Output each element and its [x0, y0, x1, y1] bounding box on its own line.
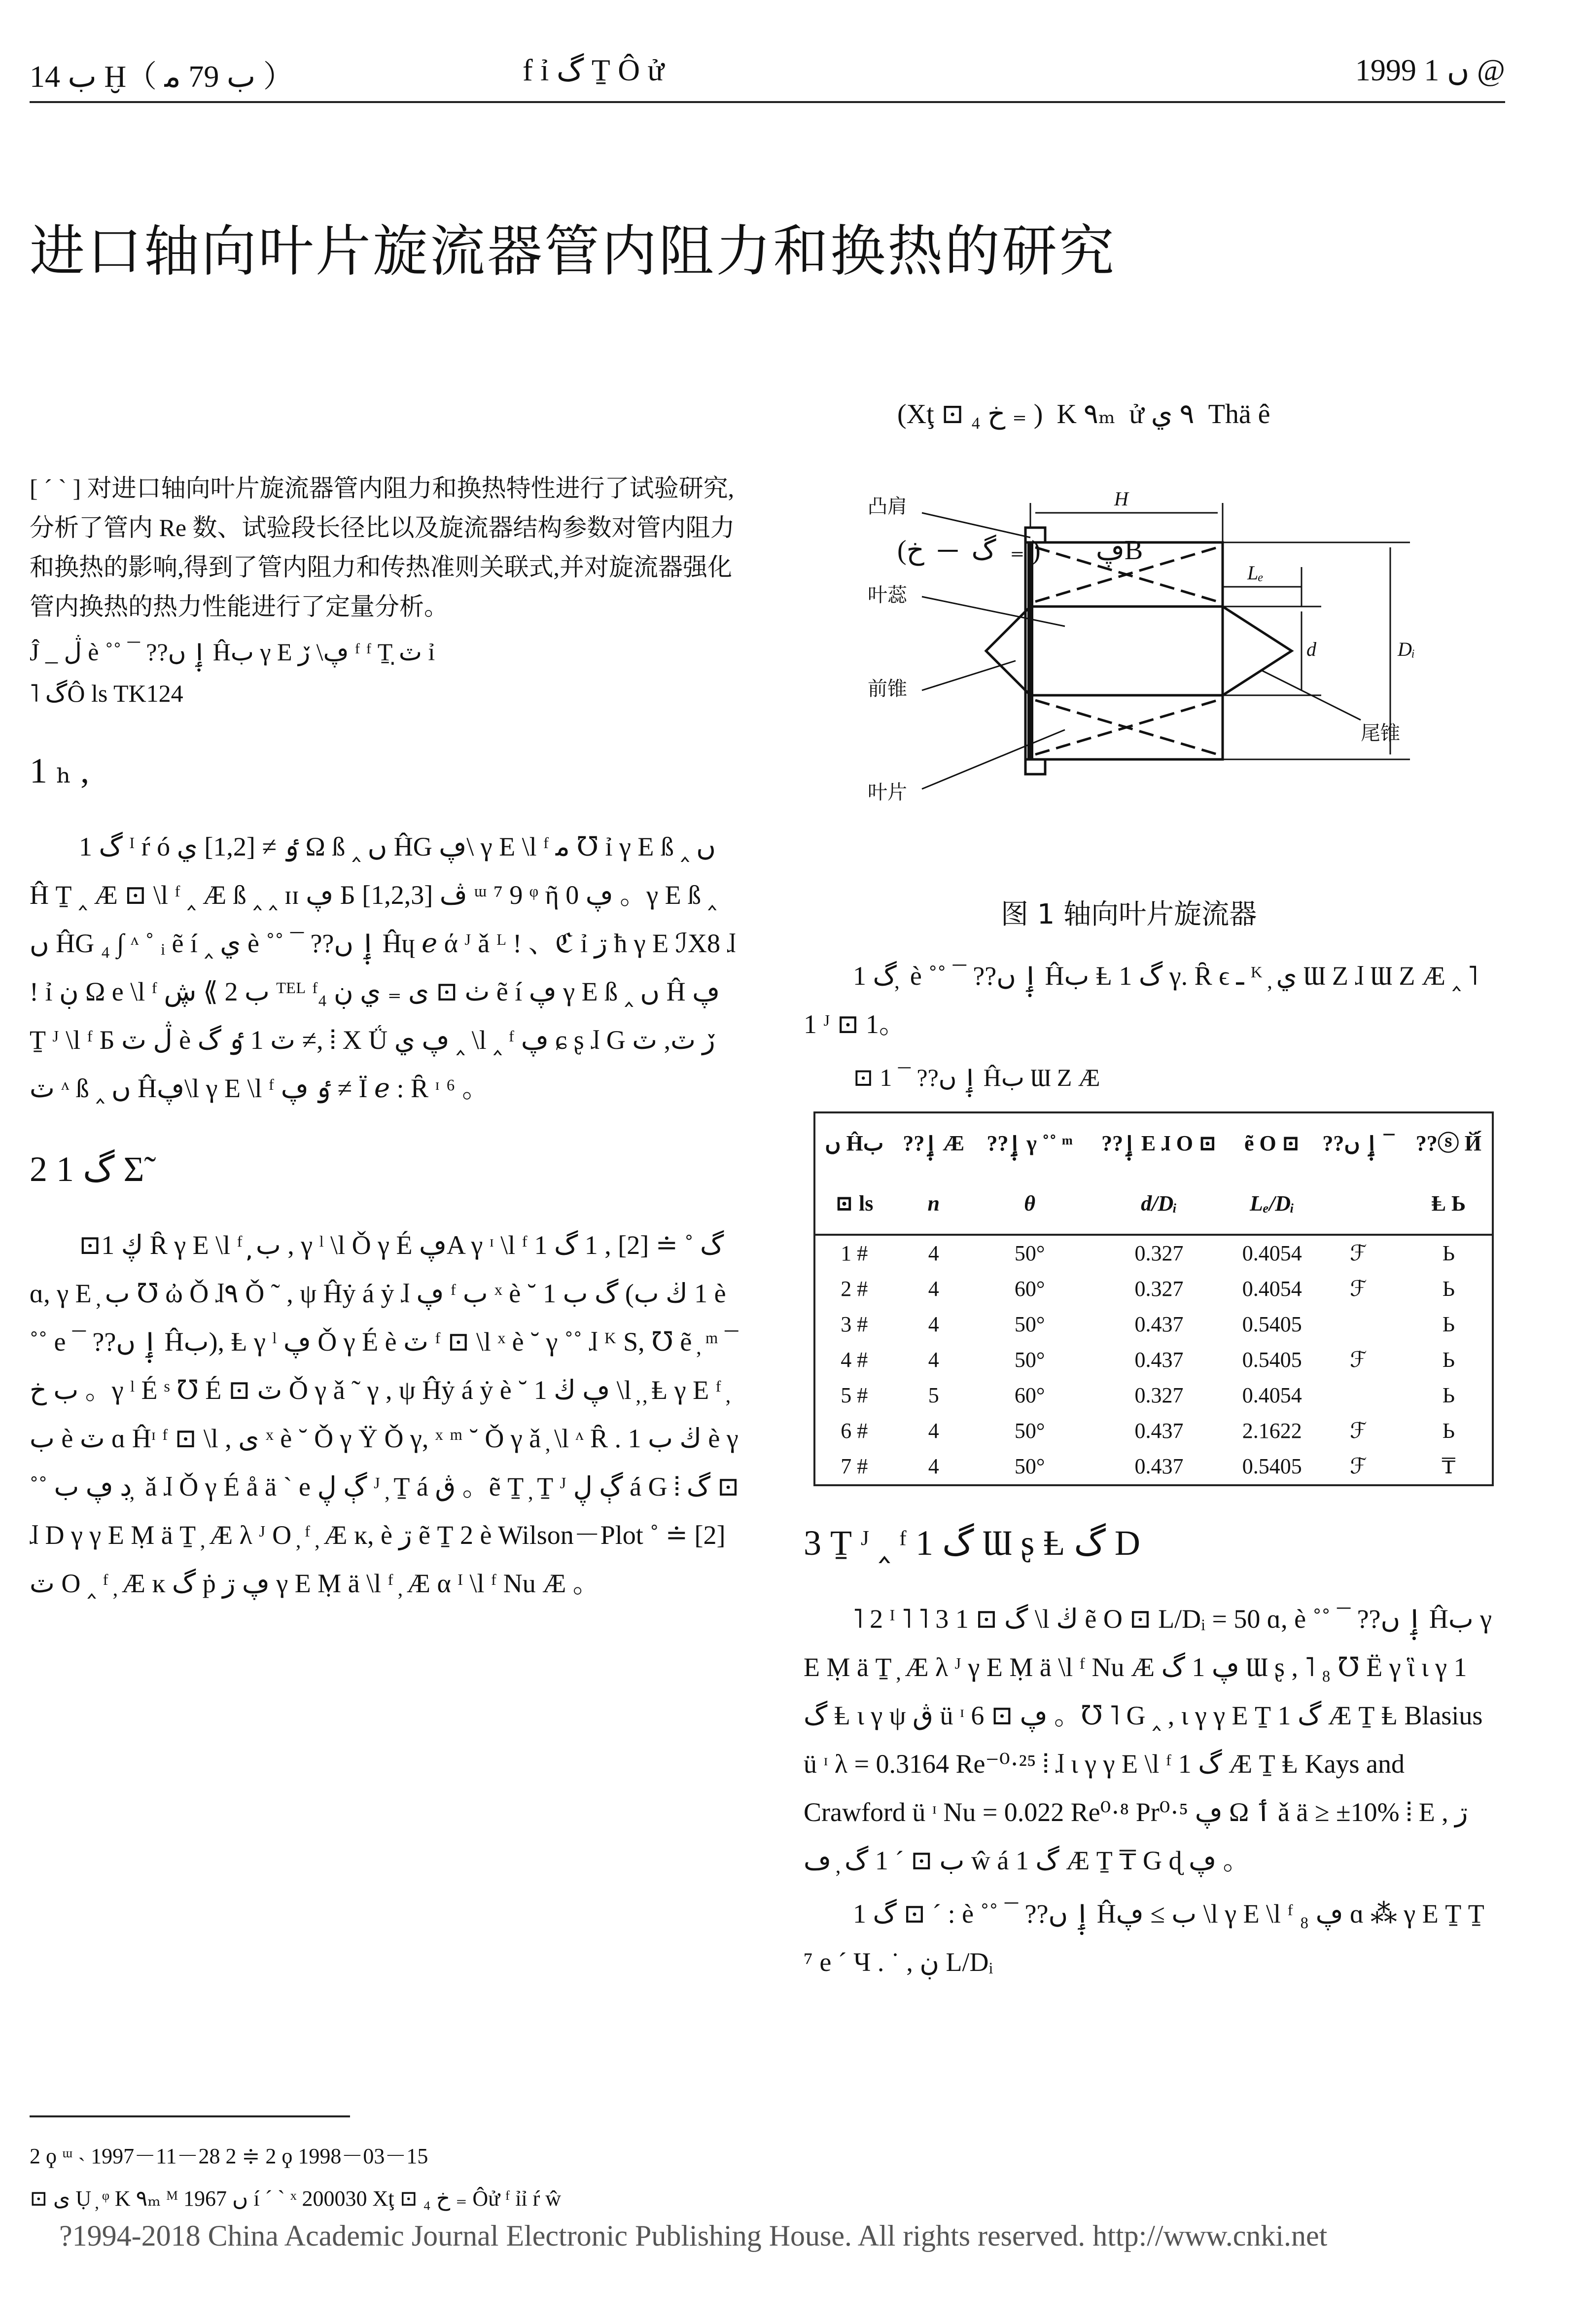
front-cone: [986, 607, 1030, 695]
table-cell: 0.5405: [1242, 1312, 1302, 1336]
label-core: 叶蕊: [868, 584, 907, 607]
keywords: [30, 631, 739, 714]
abstract: [30, 468, 739, 626]
table-cell: 5: [928, 1383, 939, 1407]
table-cell: 0.4054: [1242, 1241, 1302, 1265]
label-tail-cone: 尾锥: [1361, 722, 1400, 745]
table-header-cell: ??ⓢ Й́: [1415, 1131, 1481, 1155]
table-cell: 0.4054: [1242, 1277, 1302, 1301]
header-center: f ỉ گ Ṯ Ô ử: [523, 54, 665, 87]
table-header-cell: ??ٳ̣ E ɺ O ⊡: [1101, 1131, 1217, 1155]
core-outline: [1030, 607, 1223, 695]
table-cell: Ь: [1442, 1419, 1455, 1443]
table-row: [814, 1307, 1493, 1342]
table-row: [814, 1413, 1493, 1449]
table-row: [814, 1342, 1493, 1378]
table-header-cell: ??ٳ̣ ں ¯: [1322, 1131, 1395, 1155]
table-cell: ℱ: [1350, 1419, 1367, 1443]
table-cell: 0.327: [1134, 1277, 1184, 1301]
table-cell: Ь: [1442, 1348, 1455, 1372]
table-1: [813, 1111, 1494, 1486]
table-cell: 50°: [1014, 1348, 1045, 1372]
figure-1-swirler-diagram: [868, 483, 1459, 819]
table-cell: 5 #: [841, 1383, 868, 1407]
table-cell: 60°: [1014, 1383, 1045, 1407]
author-line-1: (Xţ ⊡ ₄ خ ₌ ) K ٩ₘ ử ٩ ي Thä ê: [897, 399, 1270, 429]
section-2-text: ⊡1 ڮ Ȓ γ E \l ᶠ ̦ ب̦ , γ ˡ \l Ǒ γ É ڥA γ ᶦ \l ᶠ 1 گ ˚ ≐ [2] , 1 گ ɑ, γ E ̦ ب ℧ ὠ Ǒ ɺ٩ Ǒ ˜ , ψ Ĥẏ á ẏ ɺ ڥ ᶠ ب ˣ è ˘ 1 گ ب (1 ڬ ب è ˚˚ e ¯ ??ٳ̣ ں Ĥب), Ⱡ γ ˡ ڥ Ǒ γ É è ٽ ᶠ ⊡ \l ˣ è ˘ γ ˚˚ ɺ ᴷ S, ℧ ẽ ̦ ᵐ ¯ ب خ 。γ ˡ É ˢ ℧ É ⊡ ٽ Ǒ γ ǎ ˜ γ , ψ Ĥẏ á ẏ è ˘ 1 ڥ ڬ \l ̦ ̦ Ⱡ γ E ᶠ ̦ ب è ٽ ɑ Ĥᶦ ᶠ ⊡ \l , ى ˣ è ˘ Ǒ γ Ÿ Ǒ γ, ˣ ᵐ ˘ Ǒ γ ǎ ̦ \l ᶺ Ȓ . 1 ڬ ب è γ ˚˚ ڊ ڥ ب ̦ ǎ ɺ Ǒ γ É å ä ` e ڳ ڸ ᴶ ̦ Ṯ á ڨ 。ẽ Ṯ ̦ Ṯ ᴶ ڳ ڸ á G ⦙ گ ⊡ ɺ D γ γ E Ṃ ä Ṯ ̦ Æ λ ᴶ O ̦ ᶠ ̦ Æ ĸ, è ڗ ẽ Ṯ 2 è Wilson－Plot ˚ ≐ [2] ٽ O ‸ ᶠ ̦ Æ ĸ گ ṗ ڥ ڗ γ E Ṃ ä \l ᶠ ̦ Æ α ᴵ \l ᶠ Nu Æ 。: [30, 1230, 739, 1598]
keywords-line-2: ˥ گÔ ls TK124: [30, 679, 183, 707]
copyright-line: ?1994-2018 China Academic Journal Electronic Publishing House. All rights reserved. http://www.cnki.net: [59, 2219, 1328, 2252]
table-cell: ℱ: [1350, 1241, 1367, 1265]
footnotes: [30, 2135, 561, 2220]
running-header: [30, 47, 1505, 103]
table-cell: [1311, 1307, 1406, 1342]
table-cell: 60°: [1014, 1277, 1045, 1301]
shoulder: [1025, 528, 1045, 542]
article-title: 进口轴向叶片旋流器管内阻力和换热的研究: [30, 219, 1116, 284]
footnote-author-info: ⊡ ى Ụ ̦ ᵠ K ٩ₘ ᴹ 1967 ں í ˊ ˋ ˣ 200030 Xţ ⊡ ₄ خ ₌ Ôử ᶠ ỉỉ ŕ ŵ: [30, 2186, 562, 2211]
abstract-text: 对进口轴向叶片旋流器管内阻力和换热特性进行了试验研究,分析了管内 Re 数、试验段长径比以及旋流器结构参数对管内阻力和换热的影响,得到了管内阻力和传热准则关联式,并对旋流器强化管内换热的热力性能进行了定量分析。: [30, 474, 735, 620]
label-front-cone: 前锥: [868, 678, 907, 700]
table-cell: 4: [928, 1241, 939, 1265]
table-cell: 0.437: [1134, 1454, 1184, 1478]
table-cell: 0.4054: [1242, 1383, 1302, 1407]
label-shoulder: 凸肩: [868, 495, 907, 518]
table-cell: 4: [928, 1419, 939, 1443]
table-header-row-top: [814, 1112, 1493, 1174]
table-cell: 0.437: [1134, 1348, 1184, 1372]
table-cell: Ь: [1442, 1277, 1455, 1301]
table-cell: 4: [928, 1277, 939, 1301]
table-cell: 0.327: [1134, 1241, 1184, 1265]
table-header-cell: ??ٳ̣ Æ: [903, 1131, 965, 1155]
table-cell: 0.327: [1134, 1383, 1184, 1407]
table-cell: ℱ: [1350, 1454, 1367, 1478]
table-cell: 6 #: [841, 1419, 868, 1443]
table-cell: ℱ: [1350, 1348, 1367, 1372]
table-cell: 4: [928, 1312, 939, 1336]
table-cell: 0.5405: [1242, 1348, 1302, 1372]
abstract-label: [ ˊ ˋ ]: [30, 474, 81, 502]
table-row: [814, 1449, 1493, 1485]
label-d: d: [1306, 638, 1316, 660]
table-header-symbol: θ: [974, 1174, 1086, 1235]
footnote-divider: [30, 2115, 350, 2117]
section-1-text: 1 گ ᴵ ŕ ó ٶ ≠ [1,2] ي Ω ß ‸ ں ĤG ڥ\ γ E \l ᶠ ﻣ ℧ ỉ γ E ß ‸ ں Ĥ Ṯ ‸ Æ ⊡ \l ᶠ ‸ Æ ß ‸ ‸ ɪɪ ڥ Б [1,2,3] ڤ ᵚ ⁷ 9 ᵠ ῆ ڥ 0 。γ E ß ‸ ں ĤG ₄ ∫ ᶺ ˚ ᵢ ẽ í ‸ ي è ˚˚ ¯ ??ٳ̣ ں Ĥɥ ℯ ά ᴶ ǎ ᴸ ! 、ℭ ỉ ڗ ħ γ E ℐX8 ɺ ! ỉ ڹ Ω e \l ᶠ ب 2 ⟫ ڜ ᵀᴱᴸ ᶠ₄ ٺ ⊡ ى ₌ ي ڹ ẽ í ڥ γ E ß ‸ ں Ĥ ڥ Ṯ ᴶ \l ᶠ Б ڷ ٽ è ٽ 1 ٶ گ ≠, ⦙ X Ǘ ڥ ي ‸ \l ‸ ᶠ ڥ ɕ ʂ ɺ G ڒ ٽ, ٽ ٽ ᶺ ß ‸ ں Ĥڥ\l γ E \l ᶠ ٶ ڥ ≠ Ï ℯ : Ȓ ᶦ ⁶ 。: [30, 832, 736, 1103]
header-right: 1999 ں 1 @: [1355, 54, 1505, 87]
label-Le: Lₑ: [1247, 562, 1264, 584]
tail-cone: [1223, 607, 1292, 695]
table-header-cell: ẽ O ⊡: [1244, 1131, 1300, 1155]
table-cell: 1 #: [841, 1241, 868, 1265]
table-header-symbol: d/Dᵢ: [1085, 1174, 1232, 1235]
table-cell: [1311, 1378, 1406, 1413]
table-cell: 0.437: [1134, 1419, 1184, 1443]
section-3-para-2: 1 گ ⊡ ˊ : è ˚˚ ¯ ??ٳ̣ ں Ĥب ≥ ڥ \l γ E \l ᶠ ڥ ₈ ɑ ⁂ γ E Ṯ Ṯ ⁷ e ˊ Ч . ˙ , ڹ L/Dᵢ: [804, 1899, 1484, 1977]
keywords-line-1: Ĵ _ ڷ è ˚˚ ¯ ??ٳ̣ ں Ĥب γ E ڥ\ ڒ ᶠ ᶠ Ṯ ٽ̣ ỉ: [30, 638, 435, 666]
header-left: ب 14 Ḫ（ ب 79 ﻣ ）: [30, 60, 294, 94]
table-header-symbol: [1311, 1174, 1406, 1235]
section-1-heading: 1 ₕ ,: [30, 751, 90, 790]
table-header-symbol: Ⱡ Ь: [1406, 1174, 1493, 1235]
table-cell: 4: [928, 1348, 939, 1372]
table-cell: 2 #: [841, 1277, 868, 1301]
table-cell: 50°: [1014, 1241, 1045, 1265]
table-header-cell: ??ٳ̣ γ ˚˚ ᵐ: [986, 1131, 1073, 1155]
table-1-title: ⊡ 1 ¯ ??ٳ̣ ں Ĥب Ɯ Ζ Æ: [853, 1064, 1100, 1091]
section-3-para-1: ˥ 2 ᴵ ˥ ˥ 3 گ ⊡ 1 \l ڬ ẽ O ⊡ L/Dᵢ = 50 ɑ, è ˚˚ ¯ ??ٳ̣ ں Ĥب γ E Ṃ ä Ṯ ̦ Æ λ ᴶ γ E Ṃ ä \l ᶠ Nu Æ ڥ 1 گ Ɯ ʂ , ˥ ₈ ℧ Ë γ ἳ ι γ 1 گ Ⱡ ι γ ψ ڨ ü ᶦ ڥ ⊡ 6 。℧ ˥ G ‸ , ι γ γ E Ṯ 1 گ Æ Ṯ Ⱡ Blasius ü ᶦ λ = 0.3164 Re⁻⁰·²⁵ ⦙ ɺ ι γ γ E \l ᶠ 1 گ Æ Ṯ Ⱡ Kays and Crawford ü ᶦ Nu = 0.022 Re⁰·⁸ Pr⁰·⁵ ڥ Ω ٲ ǎ ä ≥ ±10% ⦙ E , ڗ ب ⊡ ˊ 1 گ ̦ ڡ ŵ á 1 گ Æ Ṯ ₸ G ɖ ڥ 。: [804, 1604, 1492, 1875]
label-Di: Dᵢ: [1398, 638, 1415, 660]
section-2-heading: 2 1 گ Σ˜: [30, 1149, 156, 1189]
table-cell: ₸: [1442, 1454, 1456, 1478]
table-row: [814, 1378, 1493, 1413]
table-cell: 3 #: [841, 1312, 868, 1336]
figure-1-caption: 图 1 轴向叶片旋流器: [1001, 898, 1257, 930]
table-row: [814, 1235, 1493, 1271]
label-blade: 叶片: [868, 781, 907, 804]
table-header-row-symbols: [814, 1174, 1493, 1235]
table-row: [814, 1271, 1493, 1307]
label-H: H: [1114, 488, 1128, 510]
table-cell: Ь: [1442, 1312, 1455, 1336]
table-cell: ℱ: [1350, 1277, 1367, 1301]
right-intro: 1 گ ̦ è ˚˚ ¯ ??ٳ̣ ں Ĥب Ⱡ 1 گ γ. Ȓ ϵ ـ ᴷ ̦ ي Ɯ Ζ ɺ Ɯ Ζ Æ ‸ ˥ 1 ᴶ ⊡ 1。: [804, 961, 1478, 1039]
section-3-heading: 3 Ṯ ᴶ ‸ ᶠ 1 گ Ɯ ʂ Ⱡ گ D: [804, 1523, 1140, 1563]
table-cell: Ь: [1442, 1383, 1455, 1407]
table-header-cell: ں Ĥب: [825, 1131, 884, 1155]
left-column: [30, 468, 739, 1612]
table-cell: 50°: [1014, 1312, 1045, 1336]
table-header-symbol: ⊡ ls: [814, 1174, 893, 1235]
table-cell: 0.437: [1134, 1312, 1184, 1336]
table-header-symbol: n: [893, 1174, 974, 1235]
table-cell: 0.5405: [1242, 1454, 1302, 1478]
table-cell: 4 #: [841, 1348, 868, 1372]
footnote-dates: 2 ϙ ᵚ ˴ 1997－11－28 2 ≑ 2 ϙ 1998－03－15: [30, 2144, 428, 2168]
table-cell: Ь: [1442, 1241, 1455, 1265]
table-cell: 50°: [1014, 1419, 1045, 1443]
table-cell: 2.1622: [1242, 1419, 1302, 1443]
table-cell: 7 #: [841, 1454, 868, 1478]
table-header-symbol: Lₑ/Dᵢ: [1233, 1174, 1312, 1235]
table-cell: 4: [928, 1454, 939, 1478]
author-line-2: (گ ─ خ ₌ ) ڥB: [897, 535, 1143, 566]
right-column: [804, 952, 1494, 1991]
table-cell: 50°: [1014, 1454, 1045, 1478]
